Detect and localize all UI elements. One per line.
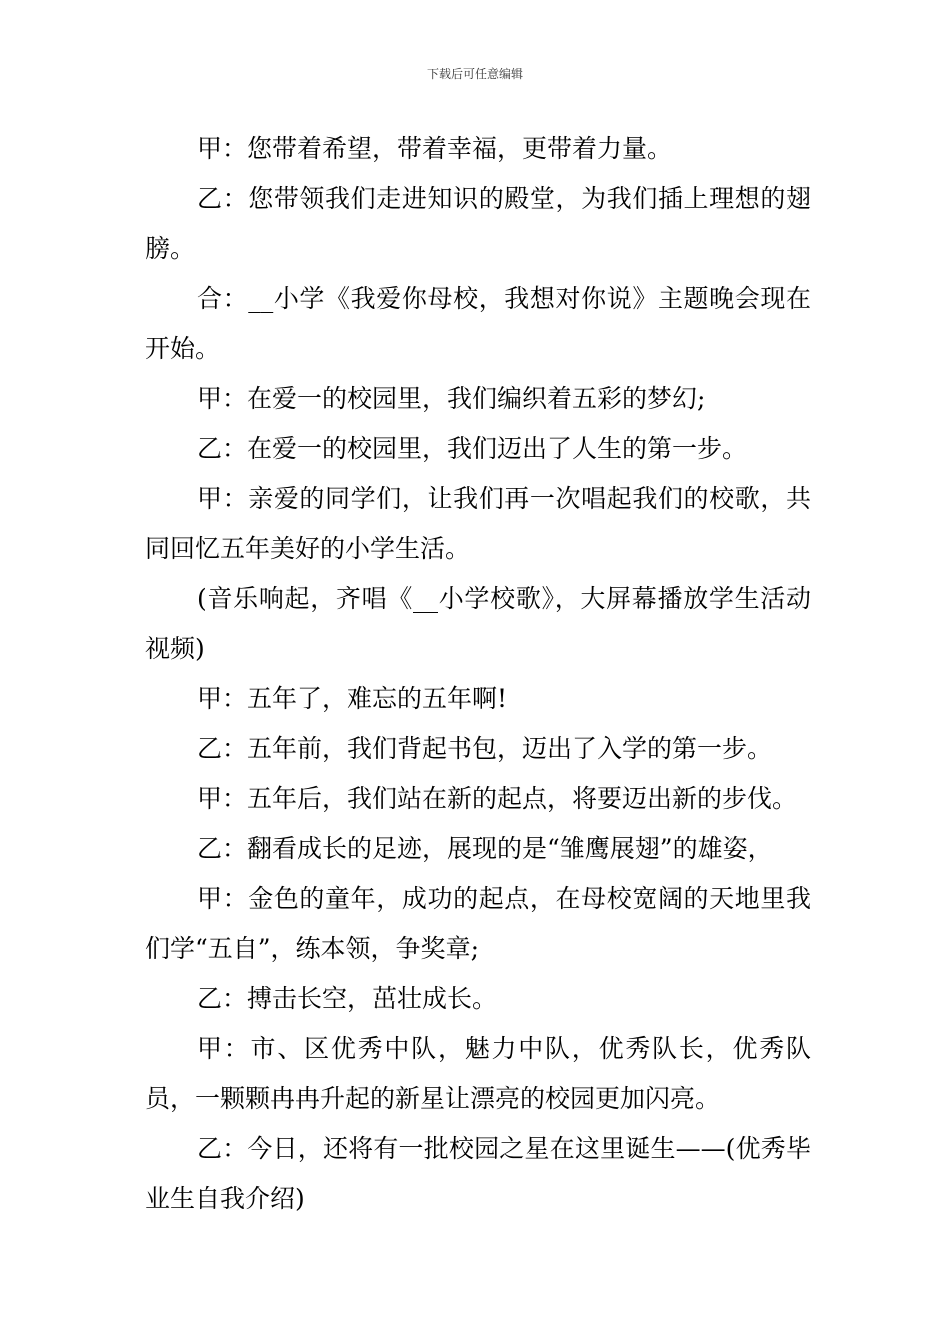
paragraph-3: 合：__小学《我爱你母校，我想对你说》主题晚会现在开始。 <box>145 284 811 363</box>
paragraph-12: 甲：金色的童年，成功的起点，在母校宽阔的天地里我们学“五自”，练本领，争奖章; <box>145 884 811 963</box>
paragraph-10: 甲：五年后，我们站在新的起点，将要迈出新的步伐。 <box>197 784 798 813</box>
paragraph-8: 甲：五年了，难忘的五年啊! <box>197 684 508 713</box>
paragraph-5: 乙：在爱一的校园里，我们迈出了人生的第一步。 <box>197 434 748 463</box>
paragraph-14: 甲：市、区优秀中队，魅力中队，优秀队长，优秀队员，一颗颗冉冉升起的新星让漂亮的校园更加闪亮。 <box>145 1034 811 1113</box>
paragraph-6: 甲：亲爱的同学们，让我们再一次唱起我们的校歌，共同回忆五年美好的小学生活。 <box>145 484 811 563</box>
paragraph-11: 乙：翻看成长的足迹，展现的是“雏鹰展翅”的雄姿， <box>197 834 773 863</box>
paragraph-9: 乙：五年前，我们背起书包，迈出了入学的第一步。 <box>197 734 773 763</box>
paragraph-13: 乙：搏击长空，茁壮成长。 <box>197 984 498 1013</box>
document-body <box>145 124 811 1224</box>
paragraph-4: 甲：在爱一的校园里，我们编织着五彩的梦幻; <box>197 384 706 413</box>
paragraph-15: 乙：今日，还将有一批校园之星在这里诞生——(优秀毕业生自我介绍) <box>145 1134 811 1213</box>
paragraph-2: 乙：您带领我们走进知识的殿堂，为我们插上理想的翅膀。 <box>145 184 811 263</box>
page-header-note: 下载后可任意编辑 <box>426 67 523 81</box>
paragraph-7: (音乐响起，齐唱《__小学校歌》，大屏幕播放学生活动视频) <box>145 584 811 663</box>
paragraph-1: 甲：您带着希望，带着幸福，更带着力量。 <box>197 134 673 163</box>
